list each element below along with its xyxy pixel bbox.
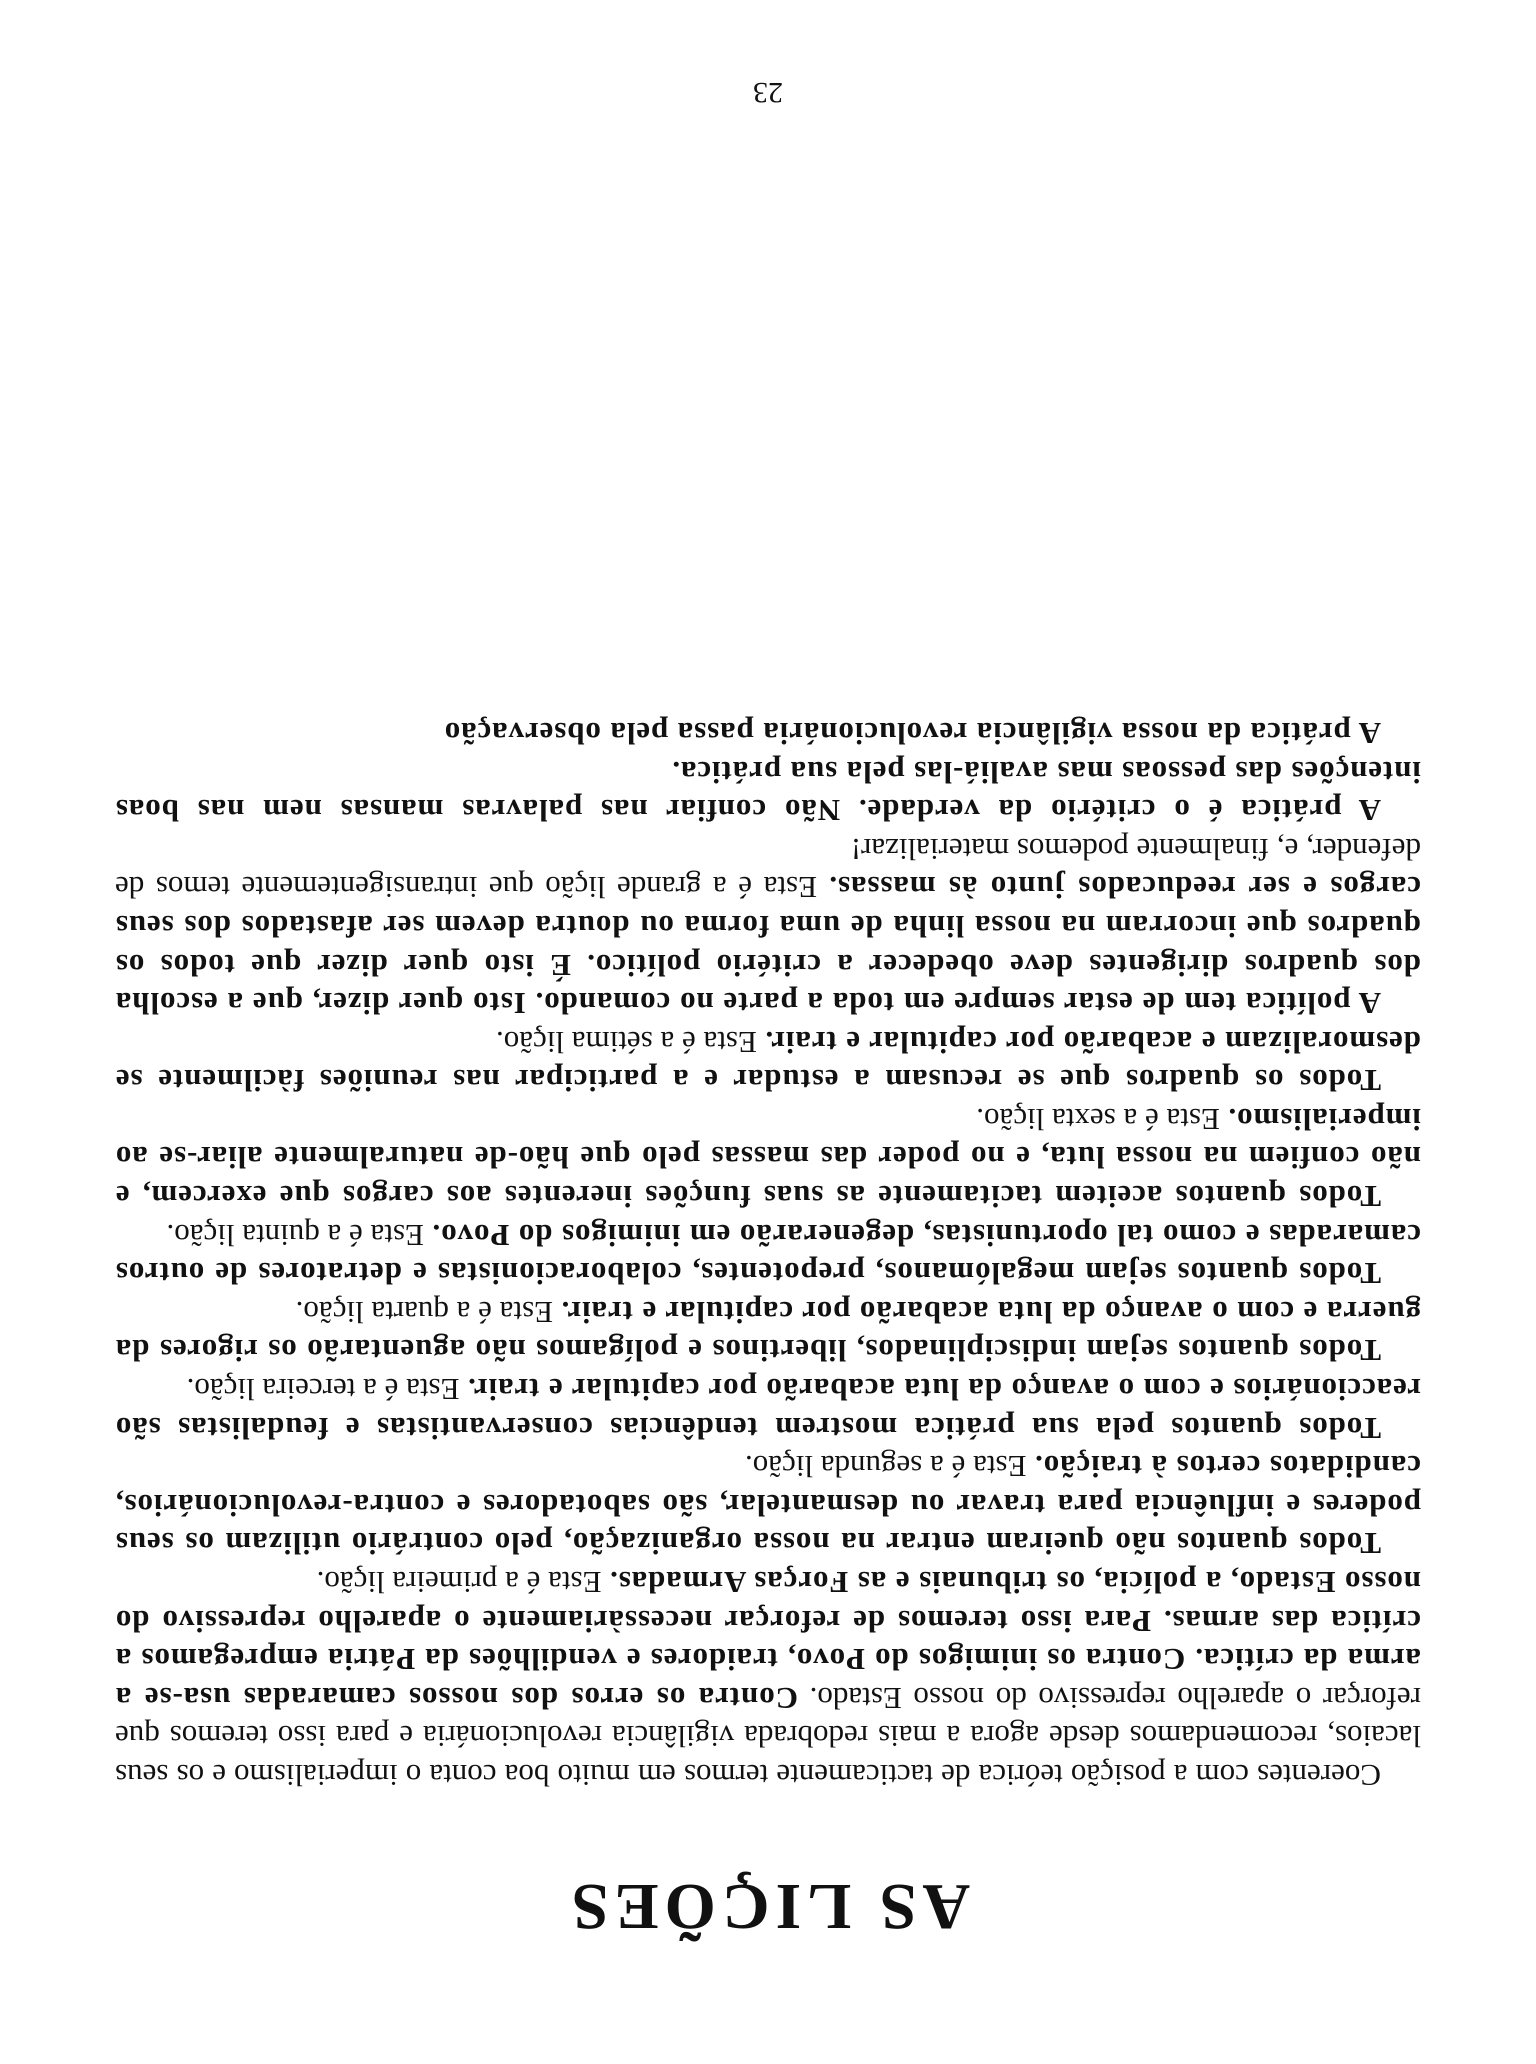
paragraph (115, 1447, 1421, 1563)
paragraph (115, 1562, 1421, 1794)
text-run: Esta é a grande lição que intransigentemente temos de defender, e, finalmente podemos materializar! (115, 831, 1421, 906)
page-title: AS LIÇÕES (565, 1870, 971, 1943)
text-run: Esta é a terceira lição. (186, 1372, 468, 1408)
paragraph (115, 1369, 1421, 1446)
paragraph (115, 1022, 1421, 1099)
bold-text-run: Todos quantos aceitem tacitamente as suas funções inerentes aos cargos que exercem, e não confiem na nossa luta, e no poder das massas pelo que hão-de naturalmente aliar-se ao imperialismo. (115, 1101, 1421, 1215)
body-text (115, 713, 1421, 1794)
bold-text-run: Todos quantos sejam megalómanos, prepotentes, colaboracionistas e detratores de outros camaradas e como tal oportunistas, degenerarão em inimigos do Povo. (115, 1217, 1421, 1292)
text-run: Esta é a segunda lição. (744, 1449, 1035, 1485)
bold-text-run: A política tem de estar sempre em toda a parte no comando. Isto quer dizer, que a escolha dos quadros dirigentes deve obedecer a critério político. É isto quer dizer que todos os quadros que incorram na nossa linha de uma forma ou doutra devem ser afastados dos seus cargos e ser reeducados junto às massas. (115, 870, 1421, 1022)
bold-text-run: Todos quantos não queiram entrar na nossa organização, pelo contrário utilizam os seus poderes e influência para travar ou desmantelar, são sabotadores e contra-revolucionários, candidatos certos à traição. (115, 1449, 1421, 1562)
paragraph (115, 1215, 1421, 1292)
text-run: Esta é a quarta lição. (295, 1294, 561, 1330)
bold-text-run: Todos os quadros que se recusam a estudar e a participar nas reuniões fàcilmente se desmoralizam e acabarão por capitular e trair. (115, 1024, 1421, 1099)
text-run: Coerentes com a posição teórica de tacticamente termos em muito boa conta o imperialismo e os seus lacaios, recomendamos desde agora a mais redobrada vigilância revolucionária e para isso teremos que reforçar o aparelho repressivo do nosso Estado. (115, 1680, 1421, 1793)
bold-text-run: Contra os erros dos nossos camaradas usa-se a arma da crítica. Contra os inimigos do Povo, traidores e vendilhões da Pátria empregamos a crítica das armas. Para isso teremos de reforçar necessàriamente o aparelho repressivo do nosso Estado, a polícia, os tribunais e as Forças Armadas. (115, 1565, 1421, 1716)
paragraph (115, 1099, 1421, 1215)
text-run: Esta é a sétima lição. (496, 1024, 765, 1060)
paragraph (115, 713, 1421, 752)
bold-text-run: A prática é o critério da verdade. Não confiar nas palavras mansas nem nas boas intenções das pessoas mas avaliá-las pela sua prática. (115, 754, 1421, 829)
page-number: 23 (753, 76, 783, 109)
paragraph (115, 1292, 1421, 1369)
text-run: Esta é a sexta lição. (976, 1101, 1228, 1137)
text-run: Esta é a quinta lição. (166, 1217, 432, 1253)
text-run: Esta é a primeira lição. (316, 1565, 610, 1601)
bold-text-run: A prática da nossa vigilância revolucionária passa pela observação (443, 715, 1381, 751)
paragraph (115, 752, 1421, 829)
bold-text-run: Todos quantos sejam indisciplinados, libertinos e polígamos não aguentarão os rigores da guerra e com o avanço da luta acabarão por capitular e trair. (115, 1294, 1421, 1369)
paragraph (115, 829, 1421, 1022)
bold-text-run: Todos quantos pela sua prática mostrem tendências conservantistas e feudalistas são reaccionários e com o avanço da luta acabarão por capitular e trair. (115, 1372, 1421, 1446)
